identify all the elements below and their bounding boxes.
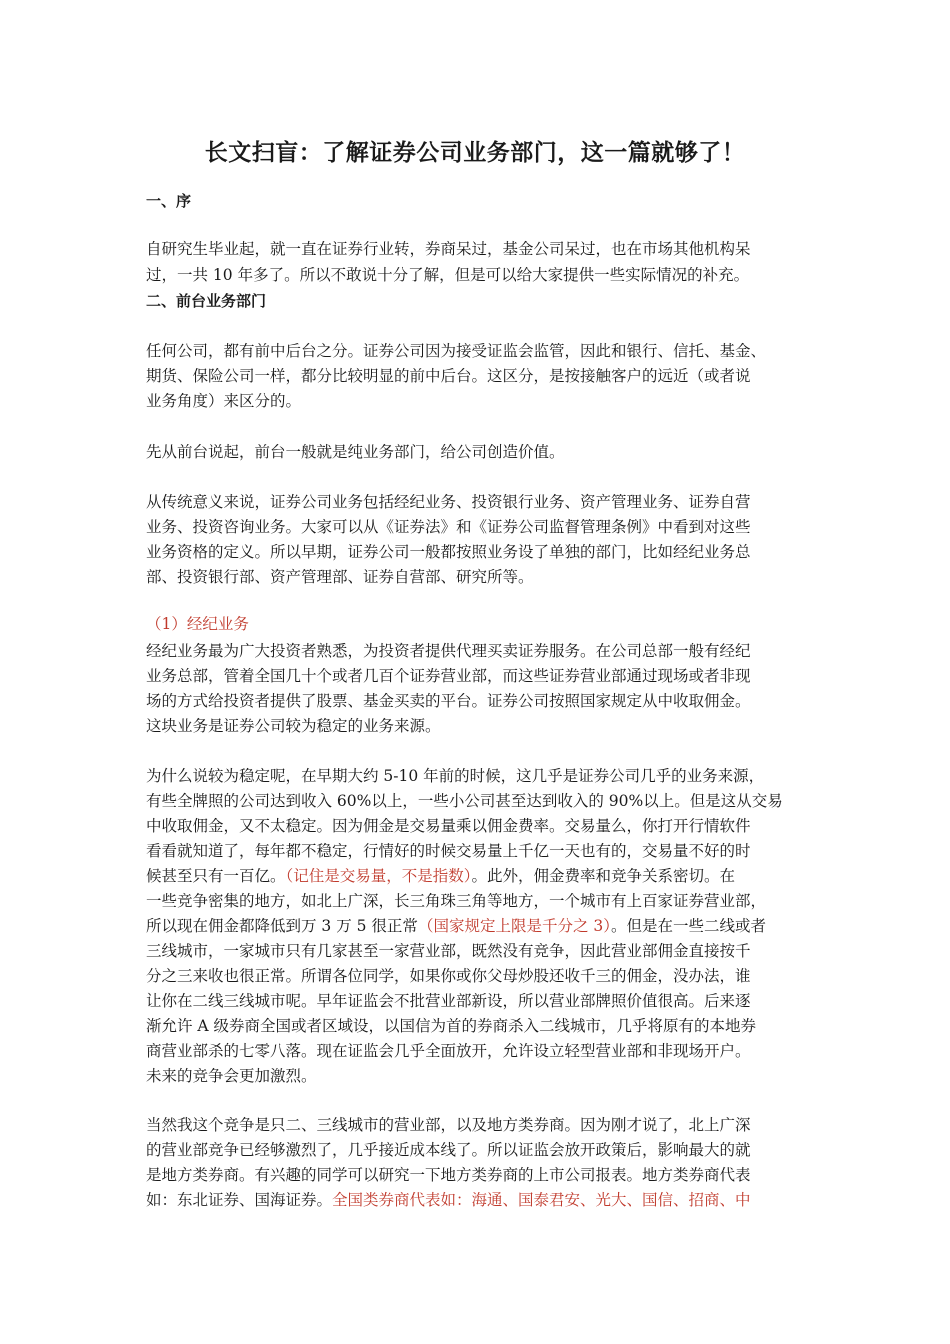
paragraph-line: 商营业部杀的七零八落。现在证监会几乎全面放开，允许设立轻型营业部和非现场开户。 xyxy=(146,1042,751,1060)
paragraph-line: 业务角度）来区分的。 xyxy=(146,392,302,410)
highlight-note: 全国类券商代表如：海通、国泰君安、光大、国信、招商、中 xyxy=(332,1191,751,1209)
paragraph-line: 业务资格的定义。所以早期，证券公司一般都按照业务设了单独的部门，比如经纪业务总 xyxy=(146,543,751,561)
paragraph-line xyxy=(146,864,735,886)
line-text: 。此外，佣金费率和竞争关系密切。在 xyxy=(471,867,736,885)
paragraph-line: 过，一共 10 年多了。所以不敢说十分了解，但是可以给大家提供一些实际情况的补充。 xyxy=(146,266,750,284)
paragraph-line: 先从前台说起，前台一般就是纯业务部门，给公司创造价值。 xyxy=(146,443,565,461)
paragraph-line: 从传统意义来说，证券公司业务包括经纪业务、投资银行业务、资产管理业务、证券自营 xyxy=(146,493,751,511)
line-text: 如：东北证券、国海证券。 xyxy=(146,1191,333,1209)
subsection-heading-brokerage: （1）经纪业务 xyxy=(146,615,249,633)
paragraph-line: 是地方类券商。有兴趣的同学可以研究一下地方类券商的上市公司报表。地方类券商代表 xyxy=(146,1166,751,1184)
highlight-note: （记住是交易量，不是指数） xyxy=(285,867,472,885)
section-heading-front-office: 二、前台业务部门 xyxy=(146,292,267,310)
paragraph-line: 渐允许 A 级券商全国或者区域设，以国信为首的券商杀入二线城市，几乎将原有的本地券 xyxy=(146,1017,757,1035)
paragraph-line xyxy=(146,914,766,936)
paragraph-line: 期货、保险公司一样，都分比较明显的前中后台。这区分，是按接触客户的远近（或者说 xyxy=(146,367,751,385)
paragraph-line: 场的方式给投资者提供了股票、基金买卖的平台。证券公司按照国家规定从中收取佣金。 xyxy=(146,692,751,710)
line-text: 。但是在一些二线或者 xyxy=(610,917,766,935)
paragraph-line: 部、投资银行部、资产管理部、证券自营部、研究所等。 xyxy=(146,568,534,586)
page-title: 长文扫盲：了解证券公司业务部门，这一篇就够了！ xyxy=(204,139,746,166)
highlight-note: （国家规定上限是千分之 3） xyxy=(417,917,611,935)
paragraph-line: 一些竞争密集的地方，如北上广深，长三角珠三角等地方，一个城市有上百家证券营业部， xyxy=(146,892,767,910)
paragraph-line xyxy=(146,1188,751,1210)
paragraph-line: 业务、投资咨询业务。大家可以从《证券法》和《证券公司监督管理条例》中看到对这些 xyxy=(146,518,751,536)
section-heading-intro: 一、序 xyxy=(146,192,192,210)
paragraph-line: 看看就知道了，每年都不稳定，行情好的时候交易量上千亿一天也有的，交易量不好的时 xyxy=(146,842,751,860)
paragraph-line: 自研究生毕业起，就一直在证券行业转，券商呆过，基金公司呆过，也在市场其他机构呆 xyxy=(146,240,751,258)
paragraph-line: 任何公司，都有前中后台之分。证券公司因为接受证监会监管，因此和银行、信托、基金、 xyxy=(146,342,767,360)
paragraph-line: 经纪业务最为广大投资者熟悉，为投资者提供代理买卖证券服务。在公司总部一般有经纪 xyxy=(146,642,751,660)
paragraph-line: 让你在二线三线城市呢。早年证监会不批营业部新设，所以营业部牌照价值很高。后来逐 xyxy=(146,992,751,1010)
paragraph-line: 分之三来收也很正常。所谓各位同学，如果你或你父母炒股还收千三的佣金，没办法，谁 xyxy=(146,967,751,985)
paragraph-line: 当然我这个竞争是只二、三线城市的营业部，以及地方类券商。因为刚才说了，北上广深 xyxy=(146,1116,751,1134)
paragraph-line: 的营业部竞争已经够激烈了，几乎接近成本线了。所以证监会放开政策后，影响最大的就 xyxy=(146,1141,751,1159)
paragraph-line: 这块业务是证券公司较为稳定的业务来源。 xyxy=(146,717,441,735)
paragraph-line: 三线城市，一家城市只有几家甚至一家营业部，既然没有竞争，因此营业部佣金直接按千 xyxy=(146,942,751,960)
line-text: 候甚至只有一百亿。 xyxy=(146,867,286,885)
line-text: 所以现在佣金都降低到万 3 万 5 很正常 xyxy=(146,917,418,935)
paragraph-line: 为什么说较为稳定呢，在早期大约 5-10 年前的时候，这几乎是证券公司几乎的业务来源， xyxy=(146,767,765,785)
paragraph-line: 未来的竞争会更加激烈。 xyxy=(146,1067,317,1085)
paragraph-line: 业务总部，管着全国几十个或者几百个证券营业部，而这些证券营业部通过现场或者非现 xyxy=(146,667,751,685)
paragraph-line: 有些全牌照的公司达到收入 60%以上，一些小公司甚至达到收入的 90%以上。但是这从交易 xyxy=(146,792,783,810)
paragraph-line: 中收取佣金，又不太稳定。因为佣金是交易量乘以佣金费率。交易量么，你打开行情软件 xyxy=(146,817,751,835)
